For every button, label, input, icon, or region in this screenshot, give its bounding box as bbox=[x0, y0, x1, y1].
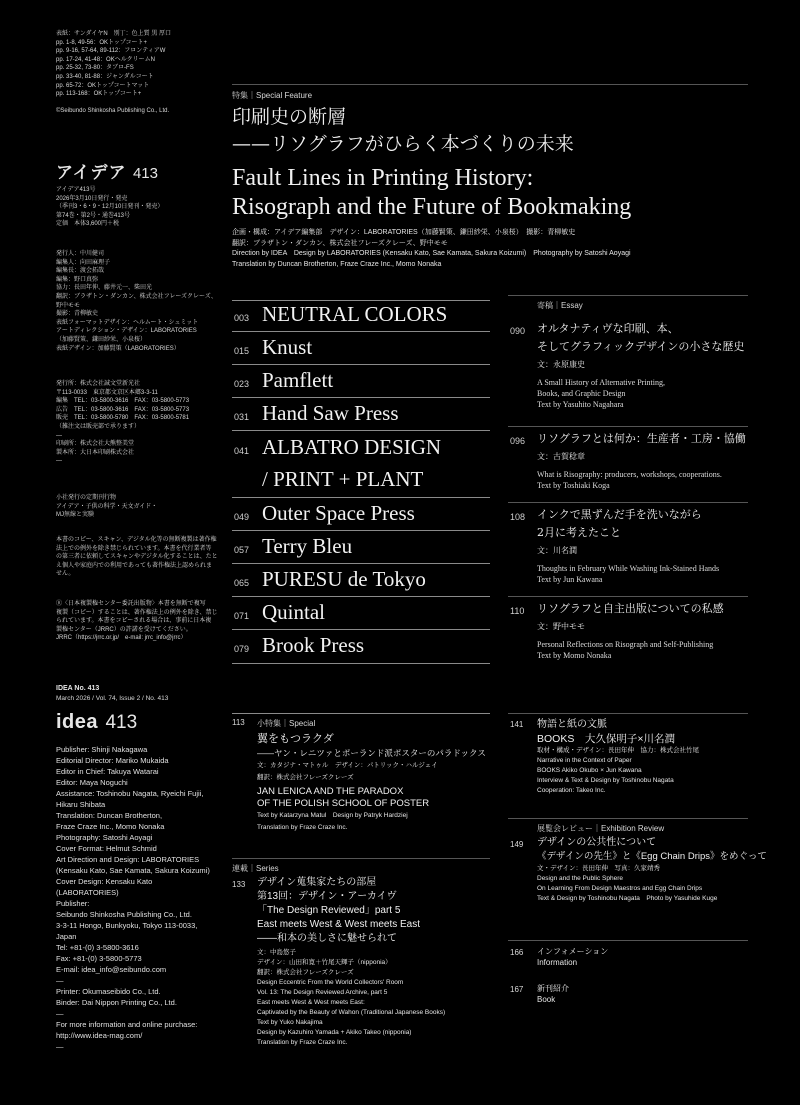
feature-label: 特集｜Special Feature bbox=[232, 91, 313, 100]
credit-line: 企画・構成：アイデア編集部 デザイン：LABORATORIES（加藤賢策、鎌田紗栄、小泉桜） 撮影：青柳敏史 bbox=[232, 229, 576, 236]
essay-title-en: Books, and Graphic Design bbox=[537, 389, 626, 398]
books-detail-line: BOOKS Akiko Okubo × Jun Kawana bbox=[537, 767, 642, 774]
books-page-number: 141 bbox=[510, 720, 524, 729]
toc-item[interactable] bbox=[232, 301, 490, 331]
newbooks-title-jp: 新刊紹介 bbox=[537, 984, 569, 993]
essay-entry[interactable] bbox=[537, 506, 752, 585]
books-detail-line: Interview & Text & Design by Toshinobu Nagata bbox=[537, 777, 674, 784]
series-page-number: 133 bbox=[232, 880, 246, 889]
essay-title-jp: 2月に考えたこと bbox=[537, 526, 621, 539]
newbooks-title-en: Book bbox=[537, 995, 556, 1004]
notice-line: 本書のコピー、スキャン、デジタル化等の無断複製は著作権 bbox=[56, 537, 217, 543]
publisher-en-line: — bbox=[56, 1042, 64, 1051]
essay-page-number: 108 bbox=[510, 512, 526, 522]
toc-divider bbox=[232, 629, 490, 630]
toc-title: Hand Saw Press bbox=[262, 401, 399, 425]
feature-title-en-2: Risograph and the Future of Bookmaking bbox=[232, 194, 632, 220]
special-subtitle-jp: ——ヤン・レニツァとポーランド派ポスターのパラドックス bbox=[257, 748, 486, 758]
special-translate-jp: 翻訳：株式会社フレーズクレーズ bbox=[257, 774, 354, 781]
paper-line: pp. 9-16, 57-64, 89-112：フロンティアW bbox=[56, 48, 166, 55]
jrrc-notice bbox=[56, 600, 226, 643]
series-detail-line: Captivated by the Beauty of Wahon (Traditional Japanese Books) bbox=[257, 1009, 446, 1016]
staff-line: （加藤賢策、鎌田紗栄、小泉桜） bbox=[56, 336, 147, 343]
special-entry[interactable] bbox=[257, 732, 497, 833]
info-page-number: 166 bbox=[510, 948, 524, 957]
notice-line: 法上での例外を除き禁じられています。本書を代行業者等 bbox=[56, 545, 212, 552]
paper-line: 表紙：サンダイヤN 別丁：色上質 黒 厚口 bbox=[56, 31, 172, 37]
series-detail-line: Text by Yuko Nakajima bbox=[257, 1019, 323, 1026]
jrrc-line: Ⓡ〈日本複製権センター委託出版物〉本書を無断で複写 bbox=[56, 601, 206, 607]
special-label: 小特集｜Special bbox=[257, 719, 316, 728]
copyright-notice bbox=[56, 536, 226, 579]
logo-jp-issue: 413 bbox=[132, 165, 158, 182]
essay-title-en: What is Risography: producers, workshops, cooperations. bbox=[537, 470, 722, 479]
special-credit-jp: 文：カタジナ・マトゥル デザイン：パトリック・ハルジェイ bbox=[257, 762, 438, 769]
essay-author-en: Text by Toshiaki Koga bbox=[537, 481, 610, 490]
top-rule bbox=[232, 84, 748, 85]
books-title-jp: 物語と紙の文脈 bbox=[537, 719, 607, 730]
publisher-line: 〒113-0033 東京都文京区本郷3-3-11 bbox=[56, 389, 158, 396]
related-line: MJ無線と実験 bbox=[56, 512, 94, 519]
series-title-line: デザイン蒐集家たちの部屋 bbox=[257, 877, 377, 888]
books-rule bbox=[508, 713, 748, 714]
series-detail-line: 文：中島悠子 bbox=[257, 949, 296, 956]
toc-title: Pamflett bbox=[262, 368, 334, 392]
publisher-en bbox=[56, 898, 226, 1052]
credit-line: 翻訳：ブラザトン・ダンカン、株式会社フレーズクレーズ、野中モモ bbox=[232, 239, 448, 247]
staff-line: 撮影：青柳敏史 bbox=[56, 311, 99, 318]
essay-title-en: Thoughts in February While Washing Ink-Stained Hands bbox=[537, 564, 720, 573]
special-title-jp: 翼をもつラクダ bbox=[257, 733, 334, 745]
series-title-line: 「The Design Reviewed」part 5 bbox=[257, 905, 401, 916]
info-entry[interactable] bbox=[537, 946, 752, 968]
staff-line: 編集長：渡会拓哉 bbox=[56, 268, 105, 275]
staff-line: アートディレクション・デザイン：LABORATORIES bbox=[56, 328, 197, 335]
review-label: 展覧会レビュー｜Exhibition Review bbox=[537, 824, 665, 833]
review-title-jp: 《デザインの先生》と《Egg Chain Drips》をめぐって bbox=[537, 851, 767, 862]
toc-divider bbox=[232, 397, 490, 398]
series-detail-line: Design Eccentric From the World Collectors' Room bbox=[257, 979, 404, 986]
review-detail-line: 文・デザイン：長田年伸 写真：久家靖秀 bbox=[537, 865, 661, 872]
feature-title-jp-2: ——リソグラフがひらく本づくりの未来 bbox=[232, 133, 574, 155]
notice-line: の第三者に依頼してスキャンやデジタル化することは、たと bbox=[56, 554, 218, 561]
staff-en bbox=[56, 744, 226, 898]
publisher-line: — bbox=[56, 458, 62, 465]
publisher-en-line: Japan bbox=[56, 932, 77, 941]
staff-en-line: Cover Design: Kensaku Kato bbox=[56, 877, 153, 886]
review-detail-line: Design and the Public Sphere bbox=[537, 875, 624, 882]
publisher-jp bbox=[56, 380, 226, 466]
feature-title-en-1: Fault Lines in Printing History: bbox=[232, 165, 534, 191]
publisher-en-line: Printer: Okumaseibido Co., Ltd. bbox=[56, 987, 161, 996]
jrrc-line: 複製（コピー）することは、著作権法上の例外を除き、禁じ bbox=[56, 609, 218, 616]
toc-title: Terry Bleu bbox=[262, 534, 353, 558]
feature-credits bbox=[232, 228, 752, 270]
essay-page-number: 096 bbox=[510, 436, 526, 446]
essay-title-jp: インクで黒ずんだ手を洗いながら bbox=[537, 508, 702, 521]
staff-line: 野中モモ bbox=[56, 302, 81, 309]
publisher-line: （雑注文は販売部で承ります） bbox=[56, 423, 141, 430]
toc-page-number: 003 bbox=[234, 313, 250, 323]
publisher-en-line: Seibundo Shinkosha Publishing Co., Ltd. bbox=[56, 910, 192, 919]
series-title-line: East meets West & West meets East bbox=[257, 919, 421, 930]
staff-en-line: Art Direction and Design: LABORATORIES bbox=[56, 855, 200, 864]
staff-en-line: Photography: Satoshi Aoyagi bbox=[56, 833, 153, 842]
info-title-en: Information bbox=[537, 958, 578, 967]
toc-title: Quintal bbox=[262, 600, 325, 624]
essay-author-jp: 文：川名潤 bbox=[537, 546, 577, 555]
jrrc-line: JRRC（https://jrrc.or.jp/ e-mail: jrrc_info@jrrc） bbox=[56, 635, 187, 642]
essay-author-jp: 文：野中モモ bbox=[537, 622, 585, 631]
toc-divider bbox=[232, 663, 490, 664]
publisher-en-line: E-mail: idea_info@seibundo.com bbox=[56, 965, 167, 974]
essay-title-jp: そしてグラフィックデザインの小さな歴史 bbox=[537, 340, 745, 353]
staff-en-line: Fraze Craze Inc., Momo Nonaka bbox=[56, 822, 165, 831]
publisher-line: 編集 TEL：03-5800-3616 FAX：03-5800-5773 bbox=[56, 398, 190, 405]
publisher-en-line: 3-3-11 Hongo, Bunkyoku, Tokyo 113-0033, bbox=[56, 921, 198, 930]
toc-item[interactable] bbox=[232, 566, 490, 596]
toc-item-continued[interactable] bbox=[232, 466, 490, 496]
series-detail-line: Translation by Fraze Craze Inc. bbox=[257, 1039, 348, 1046]
credit-line: Direction by IDEA Design by LABORATORIES (Kensaku Kato, Sae Kamata, Sakura Koizumi) Photography by Satoshi Aoyagi bbox=[232, 250, 631, 257]
toc-item[interactable] bbox=[232, 533, 490, 563]
toc-divider bbox=[232, 364, 490, 365]
publisher-line: 製本所：大日本印刷株式会社 bbox=[56, 449, 135, 456]
toc-page-number: 071 bbox=[234, 611, 250, 621]
essay-label: 寄稿｜Essay bbox=[537, 301, 583, 310]
toc-divider bbox=[232, 530, 490, 531]
staff-line: 表紙デザイン：加藤賢策（LABORATORIES） bbox=[56, 345, 180, 352]
books-detail-line: Cooperation: Takeo Inc. bbox=[537, 787, 606, 794]
publisher-en-line: — bbox=[56, 976, 64, 985]
toc-page-number: 079 bbox=[234, 644, 250, 654]
jrrc-line: られています。本書をコピーされる場合は、事前に日本複 bbox=[56, 618, 212, 625]
publisher-en-line: Tel: +81-(0) 3-5800-3616 bbox=[56, 943, 139, 952]
related-line: アイデア・子供の科学・天文ガイド・ bbox=[56, 503, 158, 510]
copyright-line: ©Seibundo Shinkosha Publishing Co., Ltd. bbox=[56, 107, 170, 114]
review-detail-line: Text & Design by Toshinobu Nagata Photo by Yasuhide Kuge bbox=[537, 895, 718, 902]
publisher-en-line: Fax: +81-(0) 3-5800-5773 bbox=[56, 954, 142, 963]
toc-item[interactable] bbox=[232, 500, 490, 530]
toc-divider bbox=[232, 430, 490, 431]
paper-line: pp. 33-40, 81-88：ジャンダルコート bbox=[56, 73, 154, 80]
series-rule bbox=[232, 858, 490, 859]
publisher-line: 発行所：株式会社誠文堂新光社 bbox=[56, 381, 141, 387]
toc-item[interactable] bbox=[232, 367, 490, 397]
info-title-jp: インフォメーション bbox=[537, 947, 609, 956]
paper-line: pp. 65-72：OKトップコートマット bbox=[56, 82, 150, 89]
review-title-jp: デザインの公共性について bbox=[537, 837, 657, 848]
newbooks-page-number: 167 bbox=[510, 985, 524, 994]
staff-en-line: Editorial Director: Mariko Mukaida bbox=[56, 756, 169, 765]
toc-title: Brook Press bbox=[262, 633, 365, 657]
publisher-line: 販売 TEL：03-5800-5780 FAX：03-5800-5781 bbox=[56, 415, 190, 422]
publisher-en-line: http://www.idea-mag.com/ bbox=[56, 1031, 143, 1040]
info-rule bbox=[508, 940, 748, 941]
staff-en-line: (Kensaku Kato, Sae Kamata, Sakura Koizumi) bbox=[56, 866, 210, 875]
toc-divider bbox=[232, 497, 490, 498]
toc-page-number: 049 bbox=[234, 512, 250, 522]
publisher-en-line: Binder: Dai Nippon Printing Co., Ltd. bbox=[56, 998, 177, 1007]
essay-author-jp: 文：古賀稔章 bbox=[537, 452, 585, 461]
review-rule bbox=[508, 818, 748, 819]
essay-entry[interactable] bbox=[537, 320, 752, 410]
staff-en-line: (LABORATORIES) bbox=[56, 888, 119, 897]
essay-divider bbox=[508, 502, 748, 503]
staff-en-line: Translation: Duncan Brotherton, bbox=[56, 811, 163, 820]
staff-line: 表紙フォーマットデザイン：ヘルムート・シュミット bbox=[56, 319, 199, 326]
essay-divider bbox=[508, 596, 748, 597]
toc-divider bbox=[232, 596, 490, 597]
paper-line: pp. 25-32, 73-80：タブロ-FS bbox=[56, 65, 134, 72]
staff-line: 翻訳：ブラザトン・ダンカン、株式会社フレーズクレーズ、 bbox=[56, 293, 217, 300]
essay-entry[interactable] bbox=[537, 430, 752, 491]
series-detail-line: 翻訳：株式会社フレーズクレーズ bbox=[257, 969, 354, 976]
toc-page-number: 057 bbox=[234, 545, 250, 555]
issue-line: 第74巻・第2号・通巻413号 bbox=[56, 212, 131, 219]
books-detail-line: 取材・構成・デザイン：長田年伸 協力：株式会社竹尾 bbox=[537, 747, 700, 754]
toc-page-number: 031 bbox=[234, 412, 250, 422]
review-entry[interactable] bbox=[537, 836, 767, 904]
notice-line: え個人や家庭内での利用であっても著作権法上認められま bbox=[56, 562, 212, 569]
special-credit-en: Text by Katarzyna Matul Design by Patryk Hardziej bbox=[257, 812, 408, 819]
logo-en bbox=[56, 711, 137, 734]
jrrc-line: 製権センター（JRRC）の許諾を受けてください。 bbox=[56, 626, 192, 633]
idea-date: March 2026 / Vol. 74, Issue 2 / No. 413 bbox=[56, 695, 169, 702]
essay-author-en: Text by Jun Kawana bbox=[537, 575, 603, 584]
toc-title: PURESU de Tokyo bbox=[262, 567, 426, 591]
staff-en-line: Editor in Chief: Takuya Watarai bbox=[56, 767, 159, 776]
special-title-en: OF THE POLISH SCHOOL OF POSTER bbox=[257, 798, 430, 809]
essay-entry[interactable] bbox=[537, 600, 752, 661]
toc-title: NEUTRAL COLORS bbox=[262, 302, 448, 326]
logo-en-text: idea bbox=[56, 711, 99, 733]
toc-page-number: 065 bbox=[234, 578, 250, 588]
staff-en-line: Publisher: Shinji Nakagawa bbox=[56, 745, 148, 754]
toc-item[interactable] bbox=[232, 599, 490, 629]
staff-line: 編集人：向田麻理子 bbox=[56, 259, 111, 266]
paper-list bbox=[56, 30, 216, 115]
review-detail-line: On Learning From Design Maestros and Egg Chain Drips bbox=[537, 885, 703, 892]
staff-line: 編集：野口真弥 bbox=[56, 276, 99, 283]
series-title-line: 第13回：デザイン・アーカイヴ bbox=[257, 891, 397, 902]
toc-item[interactable] bbox=[232, 632, 490, 662]
staff-line: 協力：長田年伸、藤井元一、柴田光 bbox=[56, 285, 153, 292]
special-title-en: JAN LENICA AND THE PARADOX bbox=[257, 786, 404, 797]
review-page-number: 149 bbox=[510, 840, 524, 849]
essay-author-en: Text by Yasuhito Nagahara bbox=[537, 400, 624, 409]
paper-line: pp. 113-168：OKトップコート+ bbox=[56, 91, 142, 98]
toc-title: ALBATRO DESIGN bbox=[262, 435, 442, 459]
toc-title: / PRINT + PLANT bbox=[262, 467, 424, 491]
essay-title-jp: リソグラフとは何か：生産者・工房・協働 bbox=[537, 432, 746, 445]
special-rule bbox=[232, 713, 490, 714]
special-translate-en: Translation by Fraze Craze Inc. bbox=[257, 824, 348, 831]
notice-line: せん。 bbox=[56, 571, 75, 578]
toc-divider bbox=[232, 331, 490, 332]
essay-rule bbox=[508, 295, 748, 296]
series-entry[interactable] bbox=[257, 876, 497, 1048]
issue-line: 2026年3月10日発行・発売 bbox=[56, 195, 128, 202]
staff-jp bbox=[56, 250, 226, 353]
paper-line: pp. 1-8, 49-56：OKトップコート+ bbox=[56, 39, 148, 46]
toc-title: Outer Space Press bbox=[262, 501, 415, 525]
idea-issue-info bbox=[56, 684, 226, 704]
essay-divider bbox=[508, 426, 748, 427]
related-periodicals bbox=[56, 494, 226, 520]
special-page-number: 113 bbox=[232, 718, 245, 727]
logo-jp bbox=[56, 158, 158, 183]
publisher-en-line: For more information and online purchase: bbox=[56, 1020, 198, 1029]
staff-line: 発行人：中川健司 bbox=[56, 251, 105, 257]
essay-page-number: 090 bbox=[510, 326, 526, 336]
issue-info-jp bbox=[56, 186, 221, 229]
paper-line: pp. 17-24, 41-48：OKヘルクリームN bbox=[56, 56, 155, 63]
publisher-en-line: — bbox=[56, 1009, 64, 1018]
staff-en-line: Hikaru Shibata bbox=[56, 800, 106, 809]
books-detail-line: Narrative in the Context of Paper bbox=[537, 757, 632, 764]
staff-en-line: Editor: Maya Noguchi bbox=[56, 778, 128, 787]
series-label: 連載｜Series bbox=[232, 864, 279, 873]
books-entry[interactable] bbox=[537, 718, 752, 796]
toc-item[interactable] bbox=[232, 400, 490, 430]
staff-en-line: Assistance: Toshinobu Nagata, Ryeichi Fujii, bbox=[56, 789, 204, 798]
toc-divider bbox=[232, 563, 490, 564]
logo-jp-text: アイデア bbox=[56, 163, 127, 182]
publisher-line: 印刷所：株式会社大熊整美堂 bbox=[56, 441, 135, 448]
idea-no: IDEA No. 413 bbox=[56, 685, 100, 692]
related-line: 小社発行の定期刊行物 bbox=[56, 495, 117, 501]
feature-title bbox=[232, 104, 752, 222]
toc-page-number: 041 bbox=[234, 446, 250, 456]
issue-line: 定価 本体3,600円＋税 bbox=[56, 221, 120, 228]
issue-line: （季刊3・6・9・12月10日発刊・発売） bbox=[56, 204, 164, 211]
toc-item[interactable] bbox=[232, 334, 490, 364]
books-title-main: BOOKS 大久保明子×川名潤 bbox=[537, 733, 675, 745]
publisher-line: — bbox=[56, 432, 62, 439]
essay-author-en: Text by Momo Nonaka bbox=[537, 651, 612, 660]
toc-title: Knust bbox=[262, 335, 313, 359]
series-detail-line: Vol. 13: The Design Reviewed Archive, part 5 bbox=[257, 989, 388, 996]
essay-title-en: A Small History of Alternative Printing, bbox=[537, 378, 665, 387]
essay-author-jp: 文：永原康史 bbox=[537, 360, 585, 369]
publisher-line: 広告 TEL：03-5800-3616 FAX：03-5800-5773 bbox=[56, 406, 190, 413]
feature-title-jp-1: 印刷史の断層 bbox=[232, 106, 347, 128]
essay-title-jp: オルタナティヴな印刷、本、 bbox=[537, 322, 679, 335]
staff-en-line: Cover Format: Helmut Schmid bbox=[56, 844, 157, 853]
series-detail-line: East meets West & West meets East: bbox=[257, 999, 365, 1006]
logo-en-issue: 413 bbox=[105, 712, 138, 733]
newbooks-entry[interactable] bbox=[537, 983, 752, 1005]
series-detail-line: デザイン：山田和寛＋竹尾天輝子（nipponia） bbox=[257, 959, 392, 966]
toc-item[interactable] bbox=[232, 434, 490, 464]
toc-page-number: 023 bbox=[234, 379, 250, 389]
credit-line: Translation by Duncan Brotherton, Fraze Craze Inc., Momo Nonaka bbox=[232, 260, 442, 268]
essay-title-jp: リソグラフと自主出版についての私感 bbox=[537, 602, 724, 615]
issue-line: アイデア413号 bbox=[56, 187, 96, 193]
essay-title-en: Personal Reflections on Risograph and Self-Publishing bbox=[537, 640, 714, 649]
publisher-en-line: Publisher: bbox=[56, 899, 90, 908]
series-detail-line: Design by Kazuhiro Yamada + Akiko Takeo (nipponia) bbox=[257, 1029, 412, 1036]
series-title-line: ——和本の美しさに魅せられて bbox=[257, 933, 397, 944]
essay-page-number: 110 bbox=[510, 606, 525, 616]
toc-page-number: 015 bbox=[234, 346, 250, 356]
